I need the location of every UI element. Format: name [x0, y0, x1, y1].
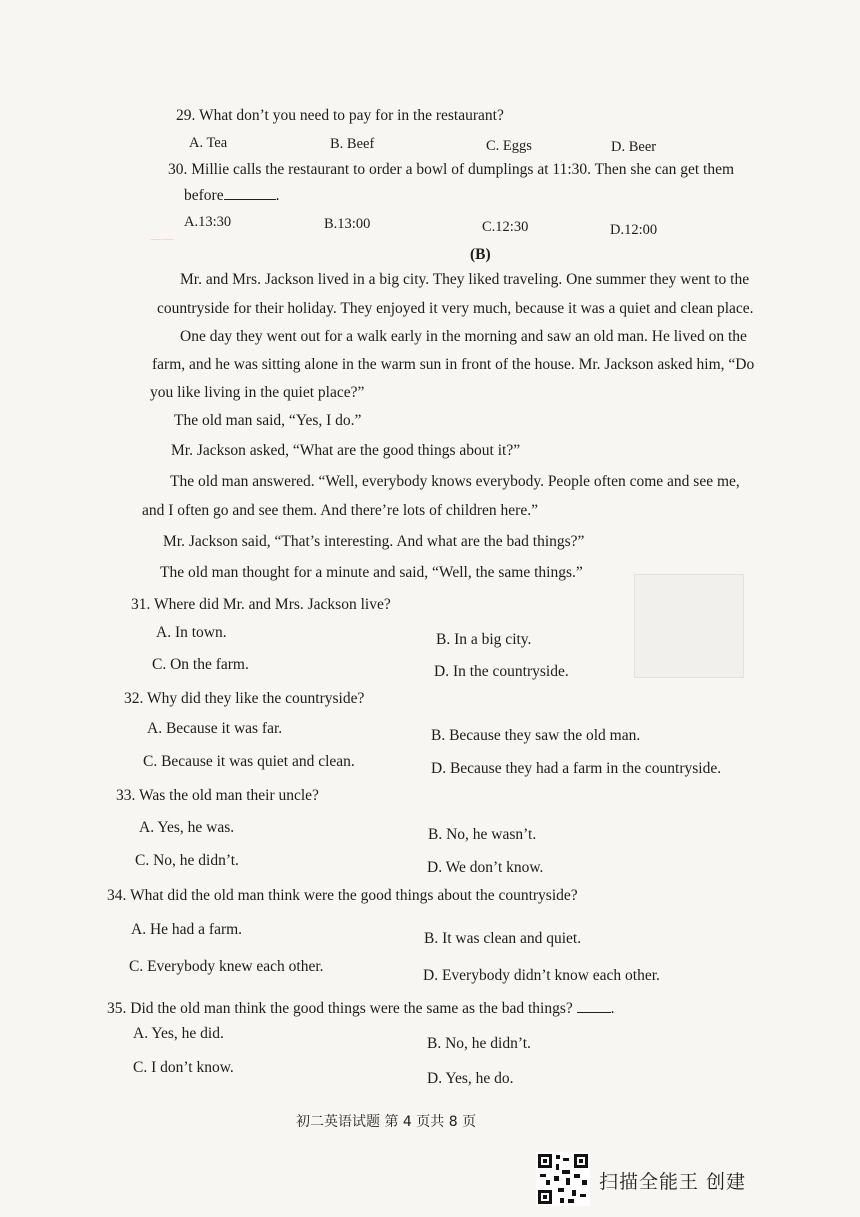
- qr-code-icon: [536, 1152, 590, 1206]
- passage-line: Mr. Jackson said, “That’s interesting. And what are the bad things?”: [163, 533, 585, 550]
- q32-option-c: C. Because it was quiet and clean.: [143, 753, 355, 770]
- faded-illustration: [634, 574, 744, 678]
- passage-line: and I often go and see them. And there’re lots of children here.”: [142, 502, 538, 519]
- answer-blank: [224, 185, 276, 200]
- question-29-stem: 29. What don’t you need to pay for in the restaurant?: [176, 107, 504, 124]
- q34-option-b: B. It was clean and quiet.: [424, 930, 582, 947]
- q30-period: .: [275, 187, 280, 204]
- q35-option-b: B. No, he didn’t.: [427, 1035, 531, 1052]
- passage-line: countryside for their holiday. They enjoyed it very much, because it was a quiet and clean place.: [157, 300, 754, 317]
- passage-line: The old man thought for a minute and said, “Well, the same things.”: [160, 564, 583, 581]
- passage-line: Mr. Jackson asked, “What are the good things about it?”: [171, 442, 521, 459]
- page-footer: 初二英语试题 第 4 页共 8 页: [296, 1114, 477, 1130]
- q34-option-c: C. Everybody knew each other.: [129, 958, 324, 975]
- q35-period: .: [610, 1000, 615, 1017]
- scanner-brand-watermark: 扫描全能王 创建: [599, 1171, 747, 1193]
- q30-option-b: B.13:00: [324, 216, 371, 232]
- q29-option-d: D. Beer: [611, 139, 657, 155]
- q35-option-c: C. I don’t know.: [133, 1059, 234, 1076]
- q34-option-d: D. Everybody didn’t know each other.: [423, 967, 660, 984]
- passage-line: The old man said, “Yes, I do.”: [174, 412, 362, 429]
- passage-line: The old man answered. “Well, everybody knows everybody. People often come and see me,: [170, 473, 740, 490]
- q33-option-c: C. No, he didn’t.: [135, 852, 239, 869]
- q31-option-c: C. On the farm.: [152, 656, 249, 673]
- q31-option-a: A. In town.: [156, 624, 227, 641]
- q33-option-d: D. We don’t know.: [427, 859, 544, 876]
- q32-option-a: A. Because it was far.: [147, 720, 283, 737]
- question-32-stem: 32. Why did they like the countryside?: [124, 690, 365, 707]
- question-33-stem: 33. Was the old man their uncle?: [116, 787, 319, 804]
- question-30-stem-line1: 30. Millie calls the restaurant to order a bowl of dumplings at 11:30. Then she can get them: [168, 161, 735, 178]
- q30-option-c: C.12:30: [482, 219, 529, 235]
- q32-option-d: D. Because they had a farm in the countryside.: [431, 760, 722, 777]
- q29-option-c: C. Eggs: [486, 138, 532, 154]
- passage-line: you like living in the quiet place?”: [150, 384, 365, 401]
- q34-option-a: A. He had a farm.: [131, 921, 243, 938]
- answer-blank: [577, 998, 611, 1013]
- bleed-through-mark: ——: [150, 232, 174, 246]
- q31-option-d: D. In the countryside.: [434, 663, 569, 680]
- question-35-stem: [107, 998, 615, 1019]
- q35-option-a: A. Yes, he did.: [133, 1025, 224, 1042]
- q35-stem-text: 35. Did the old man think the good things were the same as the bad things?: [107, 1000, 573, 1017]
- question-30-stem-line2: [184, 185, 279, 206]
- q35-option-d: D. Yes, he do.: [427, 1070, 514, 1087]
- q30-before-text: before: [184, 187, 224, 204]
- passage-line: One day they went out for a walk early in the morning and saw an old man. He lived on the: [180, 328, 747, 345]
- question-31-stem: 31. Where did Mr. and Mrs. Jackson live?: [131, 596, 391, 613]
- q30-option-a: A.13:30: [184, 214, 232, 230]
- passage-line: Mr. and Mrs. Jackson lived in a big city. They liked traveling. One summer they went to the: [180, 271, 750, 288]
- q31-option-b: B. In a big city.: [436, 631, 532, 648]
- passage-line: farm, and he was sitting alone in the warm sun in front of the house. Mr. Jackson asked him, “Do: [152, 356, 755, 373]
- section-b-heading: (B): [470, 246, 491, 263]
- q29-option-b: B. Beef: [330, 136, 375, 152]
- q32-option-b: B. Because they saw the old man.: [431, 727, 641, 744]
- q33-option-a: A. Yes, he was.: [139, 819, 235, 836]
- question-34-stem: 34. What did the old man think were the good things about the countryside?: [107, 887, 578, 904]
- q29-option-a: A. Tea: [189, 135, 228, 151]
- q30-option-d: D.12:00: [610, 222, 658, 238]
- q33-option-b: B. No, he wasn’t.: [428, 826, 537, 843]
